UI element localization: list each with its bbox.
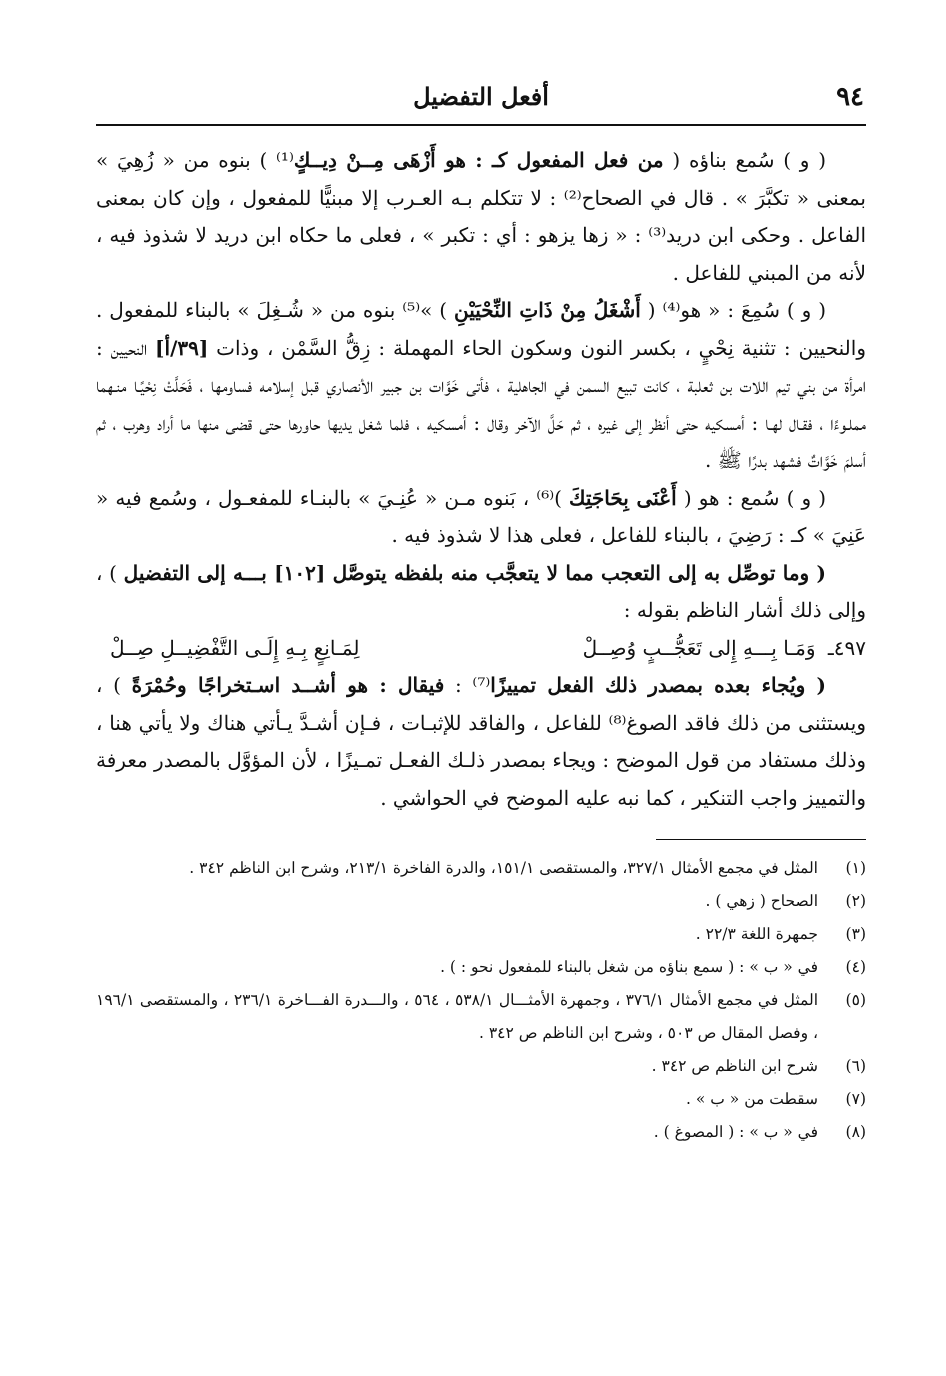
- text-segment: ) »⁽⁵⁾ بنوه من « شُـغِلَ » بالبناء للمفعول . والنحيين : تثنية نِحْيٍ ، بكسر النون وسكون الحاء المهملة : زِقُّ السَّمْن ، وذات: [96, 298, 866, 360]
- bold-text-segment: من فعل المفعول كـ : هو أَزْهَى مِــنْ دِيــكٍ: [293, 148, 664, 172]
- verse-hemistich-2: لِمَـانِعٍ بِـهِ إِلَـى التَّفْضِيــلِ صِــلْ: [110, 635, 360, 660]
- footnote: [96, 951, 866, 984]
- footnote: [96, 852, 866, 885]
- footnote-text: جمهرة اللغة ٢٢/٣ .: [695, 925, 818, 943]
- paragraph: [96, 555, 866, 630]
- footnote-number: (٤): [845, 958, 866, 976]
- footnote: [96, 885, 866, 918]
- footnote: [96, 984, 866, 1050]
- footnote-number: (٣): [845, 925, 866, 943]
- footnote-text: في « ب » : ( المصوغ ) .: [653, 1123, 818, 1141]
- verse-number: ٤٩٧ـ: [827, 635, 866, 660]
- body-paragraphs: [96, 142, 866, 630]
- text-segment: النحيين : امرأة من بني تيم اللات بن ثعلبة ، كانت تبيع السمن في الجاهلية ، فأتى خَوَّات بن جبير الأنصاري قبل إسلامه فساومها ، فَحَلَّتْ نِحْيًـا منـهما مملـوءًا ، فقـال لهـا : أمسكيه حتى أنظر إلى غيره ، ثم حَلَّ الآخر وقال : أمسكيه ، فلما شغل يديها حاورها حتى قضى منها ما أراد وهرب ، ثم أسلمَ خَوَّاتٌ فشهد بدرًا ﷺ .: [96, 335, 866, 472]
- bold-text-segment: أَعْنَى بِحَاجَتِكَ: [569, 485, 677, 510]
- book-page: [96, 80, 866, 1360]
- text-segment: ) ، وإلى ذلك أشار الناظم بقوله :: [96, 560, 866, 622]
- text-segment: )⁽⁶⁾ ، بَنوه مـن « عُنِـيَ » بالبنـاء للمفعـول ، وسُمع فيه « عَنِيَ » كـ : رَضِيَ ، بالبناء للفاعل ، فعلى هذا لا شذوذ فيه .: [96, 485, 866, 547]
- text-segment: ) ، ويستثنى من ذلك فاقد الصوغ⁽⁸⁾ للفاعل ، والفاقد للإثبـات ، فـإن أشـدَّ يـأتي هناك ولا يأتي هنا ، وذلك مستفاد من قول الموضح : ويجاء بمصدر ذلـك الفعـل تمـيزًا ، لأن المؤوَّل بالمصدر معرفة والتمييز واجب التنكير ، كما نبه عليه الموضح في الحواشي .: [96, 673, 867, 810]
- body-paragraphs-after-verse: [96, 667, 866, 817]
- text-segment: ⁽⁷⁾ :: [444, 673, 491, 697]
- footnote: [96, 1083, 866, 1116]
- footnote-text: في « ب » : ( سمع بناؤه من شغل بالبناء للمفعول نحو : ) .: [440, 958, 818, 976]
- footnote-number: (٨): [845, 1123, 866, 1141]
- footnote: [96, 918, 866, 951]
- page-header: [96, 80, 866, 126]
- footnote-text: الصحاح ( زهي ) .: [705, 892, 818, 910]
- page-number: ٩٤: [836, 82, 864, 112]
- footnote-text: المثل في مجمع الأمثال ٣٧٦/١ ، وجمهرة الأمثـــال ٥٣٨/١ ، ٥٦٤ ، والـــدرة الفـــاخرة ٢٣٦/١ ، والمستقصى ١٩٦/١ ، وفصل المقال ص ٥٠٣ ، وشرح ابن الناظم ص ٣٤٢ .: [96, 991, 819, 1042]
- bold-text-segment: فيقال : هو أشــد اسـتخراجًا وحُمْرَةً: [131, 673, 445, 697]
- footnote-separator: [656, 839, 866, 840]
- paragraph: [96, 292, 866, 480]
- footnote-number: (٧): [845, 1090, 866, 1108]
- running-title: أفعل التفضيل: [413, 82, 549, 111]
- paragraph: [96, 142, 866, 292]
- verse-first-half: [488, 630, 866, 668]
- footnote-text: شرح ابن الناظم ص ٣٤٢ .: [651, 1057, 818, 1075]
- footnote-number: (٢): [845, 892, 866, 910]
- footnote-number: (٥): [845, 991, 866, 1009]
- paragraph: [96, 667, 866, 817]
- footnote-text: المثل في مجمع الأمثال ٣٢٧/١، والمستقصى ١٥١/١، والدرة الفاخرة ٢١٣/١، وشرح ابن الناظم ٣٤٢ .: [189, 859, 818, 877]
- text-segment: ⁽¹⁾ ) بنوه من « زُهِيَ » بمعنى « تكبَّرَ » . قال في الصحاح⁽²⁾ : لا تتكلم بـه العـرب إلا مبنيًّا للمفعول ، وإن كان بمعنى الفاعل . وحكى ابن دريد⁽³⁾ : « زها يزهو : أي : تكبر » ، فعلى ما حكاه ابن دريد لا شذوذ فيه ، لأنه من المبني للفاعل .: [96, 148, 867, 285]
- footnote-text: سقطت من « ب » .: [686, 1090, 818, 1108]
- verse-hemistich-1: وَمَـا بِـــهِ إِلى تَعَجُّــبٍ وُصِــلْ: [582, 635, 816, 660]
- text-segment: ( و ) سُمع بناؤه (: [663, 148, 827, 172]
- paragraph: [96, 480, 866, 555]
- bold-text-segment: ( ويُجاء بعده بمصدر ذلك الفعل تمييزًا: [490, 673, 826, 697]
- footnote-number: (٦): [845, 1057, 866, 1075]
- bold-text-segment: أَشْغَلُ مِنْ ذَاتِ النِّحْيَيْنِ: [454, 298, 641, 322]
- bold-text-segment: ( وما توصِّل به إلى التعجب مما لا يتعجَّب منه بلفظه يتوصَّل [١٠٢] بـــه إلى التفضيل: [123, 560, 826, 585]
- footnote: [96, 1050, 866, 1083]
- footnote-number: (١): [845, 859, 866, 877]
- footnote: [96, 1116, 866, 1149]
- footnotes: [96, 852, 866, 1149]
- text-segment: ( و ) سُمع : هو (: [676, 485, 827, 510]
- main-text: [96, 142, 866, 817]
- bold-text-segment: [٣٩/أ]: [155, 335, 209, 360]
- verse-line: [96, 630, 866, 668]
- text-segment: ( و ) سُمِعَ : « هو⁽⁴⁾ (: [640, 298, 826, 322]
